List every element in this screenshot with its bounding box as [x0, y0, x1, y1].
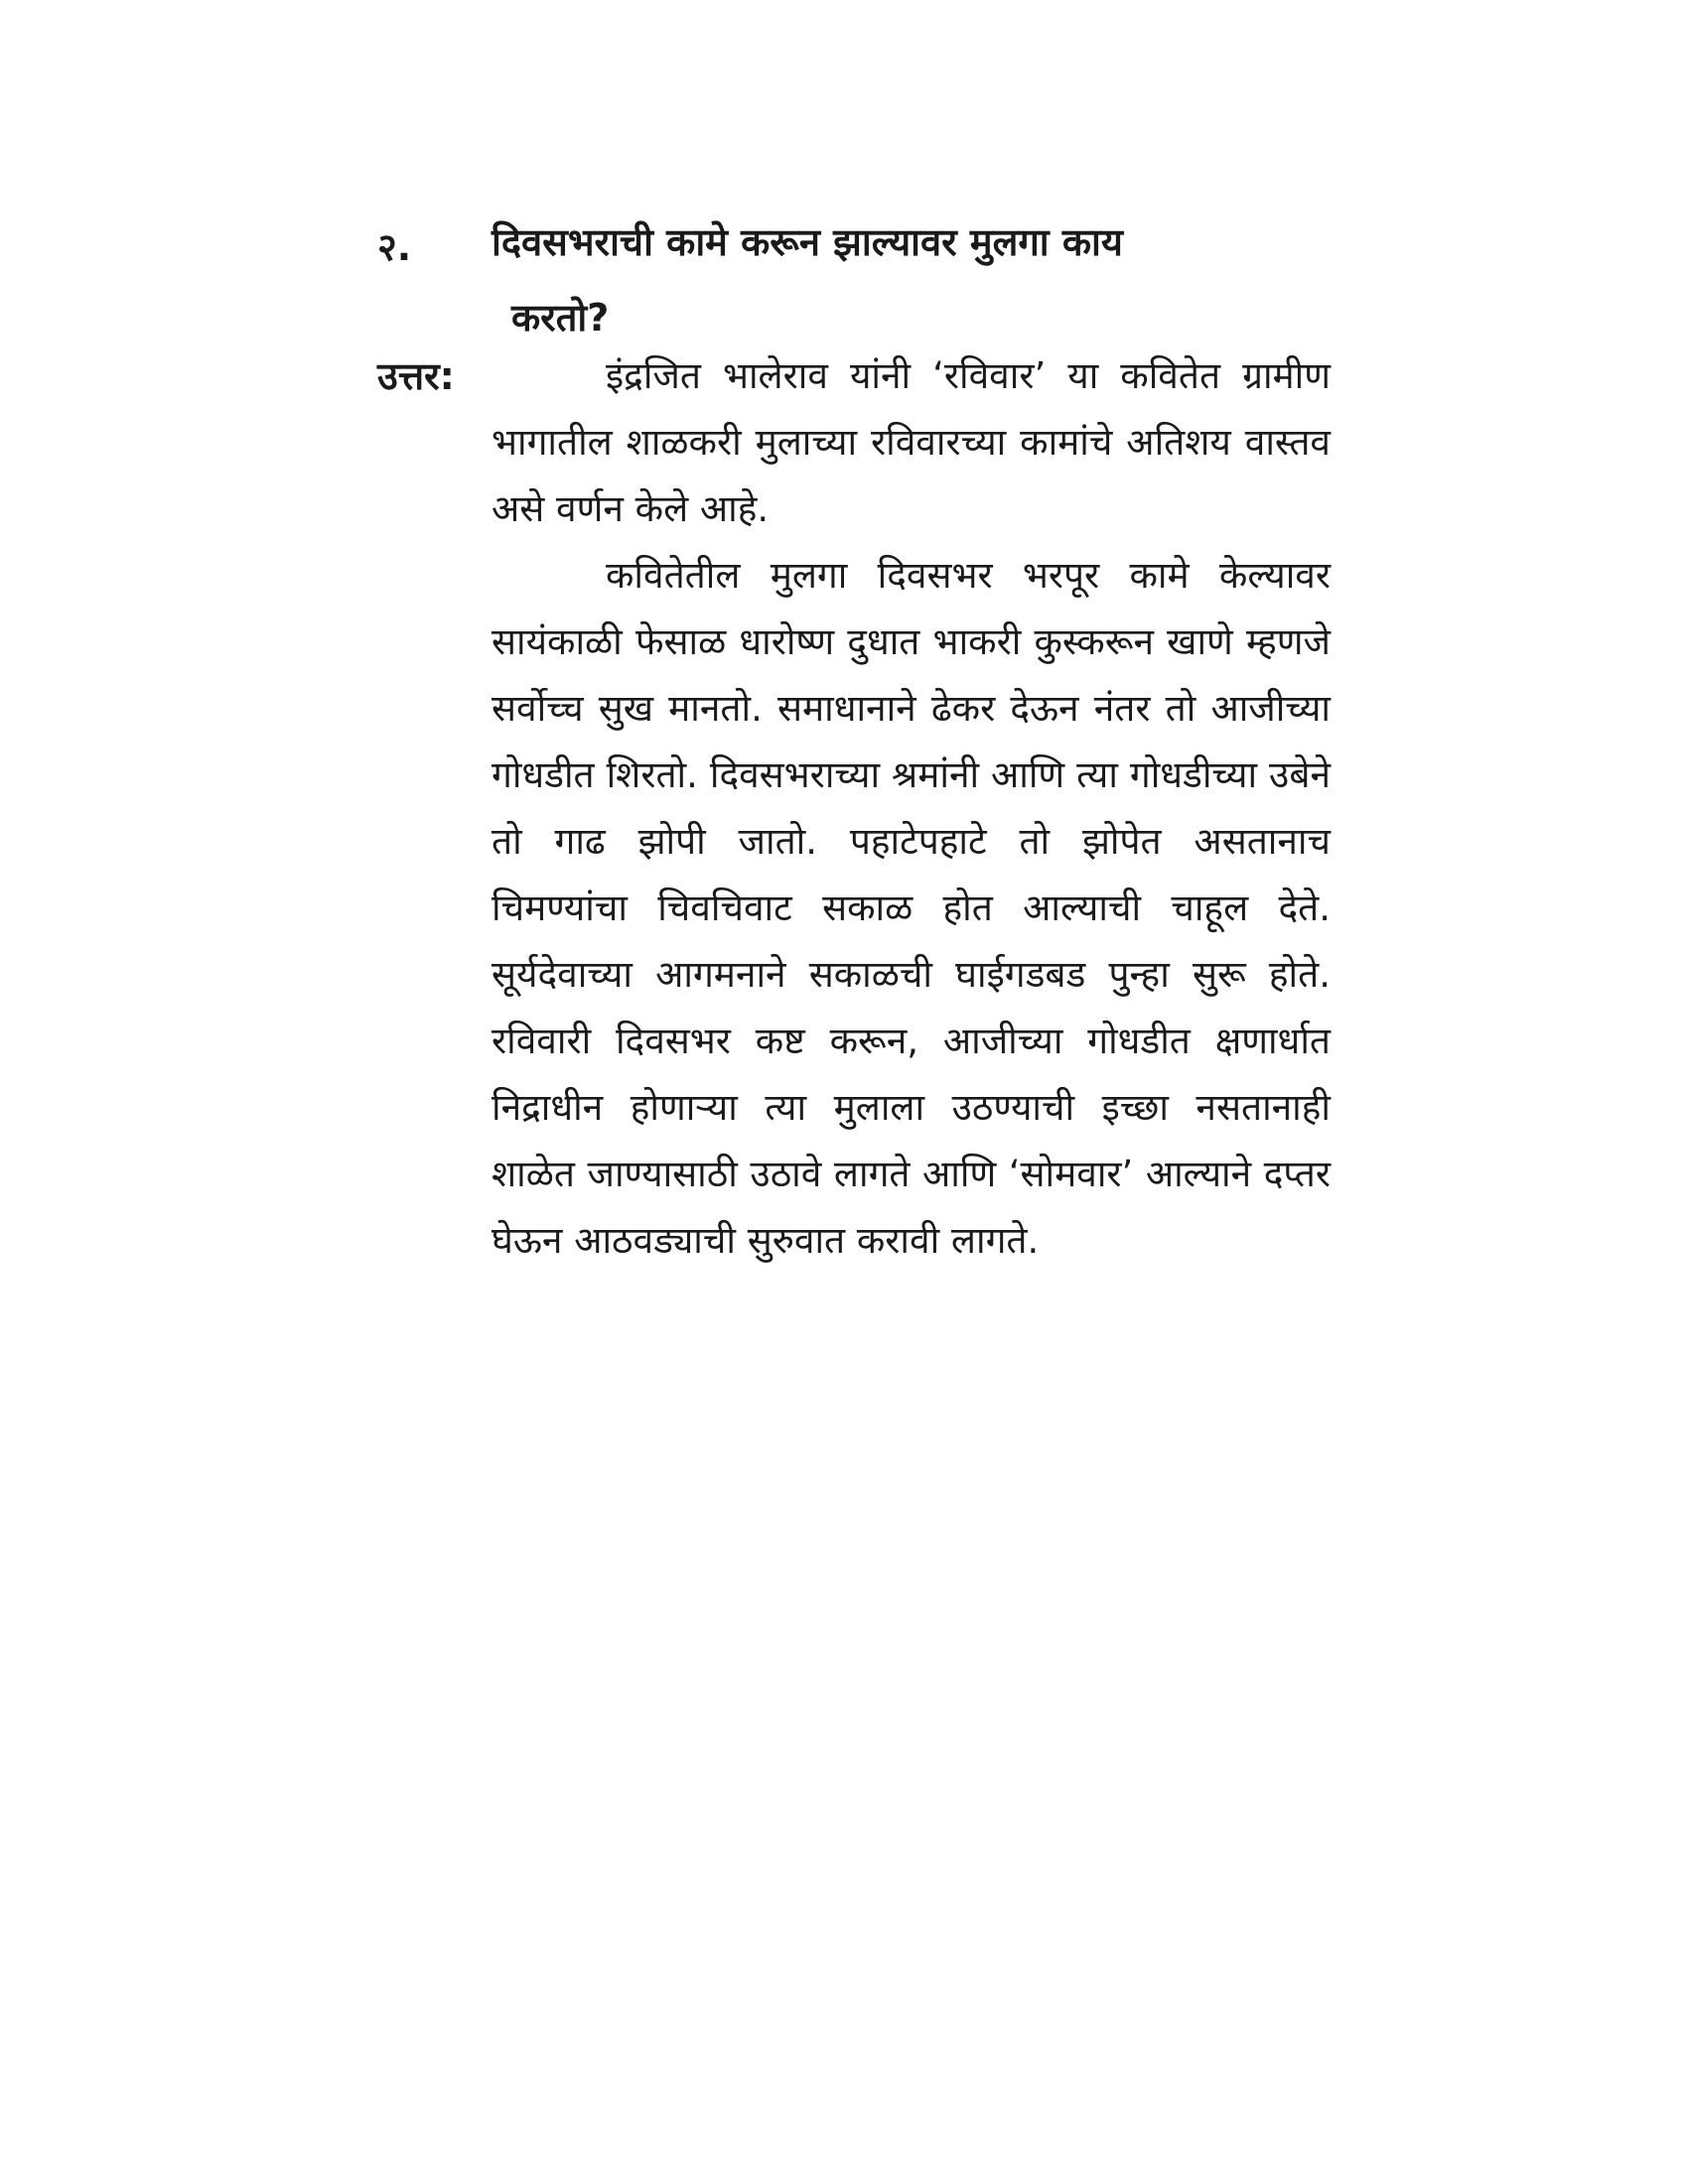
question-text-line1: दिवसभराची कामे करून झाल्यावर मुलगा काय — [492, 220, 1123, 264]
answer-body — [492, 342, 1331, 1274]
answer-paragraph-1: इंद्रजित भालेराव यांनी ‘रविवार’ या कवितेत ग्रामीण भागातील शाळकरी मुलाच्या रविवारच्या कामांचे अतिशय वास्तव असे वर्णन केले आहे. — [492, 354, 1331, 530]
question-text-line2: करतो? — [511, 296, 610, 340]
question-text — [492, 205, 1350, 355]
answer-label: उत्तर: — [377, 354, 455, 398]
answer-paragraph-2: कवितेतील मुलगा दिवसभर भरपूर कामे केल्यावर सायंकाळी फेसाळ धारोष्ण दुधात भाकरी कुस्करून खाणे म्हणजे सर्वोच्च सुख मानतो. समाधानाने ढेकर देऊन नंतर तो आजीच्या गोधडीत शिरतो. दिवसभराच्या श्रमांनी आणि त्या गोधडीच्या उबेने तो गाढ झोपी जातो. पहाटेपहाटे तो झोपेत असतानाच चिमण्यांचा चिवचिवाट सकाळ होत आल्याची चाहूल देते. सूर्यदेवाच्या आगमनाने सकाळची घाईगडबड पुन्हा सुरू होते. रविवारी दिवसभर कष्ट करून, आजीच्या गोधडीत क्षणार्धात निद्राधीन होणाऱ्या त्या मुलाला उठण्याची इच्छा नसतानाही शाळेत जाण्यासाठी उठावे लागते आणि ‘सोमवार’ आल्याने दप्तर घेऊन आठवड्याची सुरुवात करावी लागते. — [492, 554, 1331, 1262]
question-number: २. — [377, 225, 412, 269]
